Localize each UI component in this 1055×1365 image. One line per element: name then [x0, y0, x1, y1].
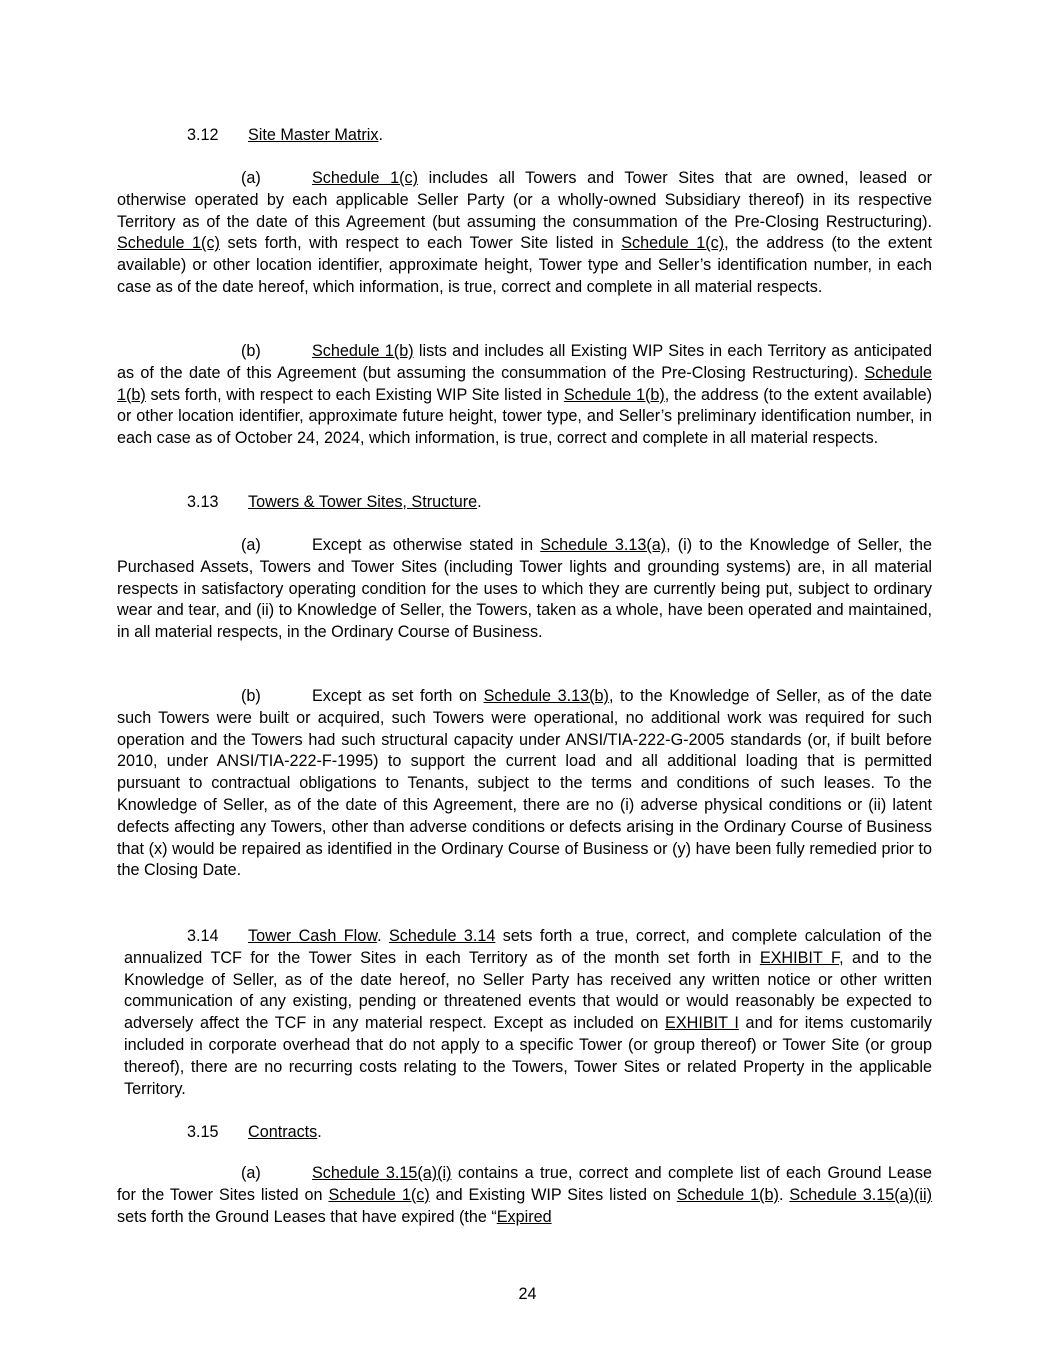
paragraph-3-13-b — [117, 686, 932, 882]
section-number: 3.12 — [187, 126, 219, 144]
paragraph-3-12-b — [117, 341, 932, 450]
paragraph-label: (b) — [241, 687, 261, 705]
section-3-13-heading: 3.13 Towers & Tower Sites, Structure. — [187, 492, 482, 514]
paragraph-text: , (i) to the Knowledge of Seller, the Purchased Assets, Towers and Tower Sites (including Tower lights and grounding systems) are, in all material respects in satisfactory operating condition for the uses to which they are currently being put, subject to ordinary wear and tear, and (ii) to Knowledge of Seller, the Towers, taken as a whole, have been operated and maintained, in all material respects, in the Ordinary Course of Business. — [117, 536, 932, 642]
paragraph-text: , and to the Knowledge of Seller, as of the date hereof, no Seller Party has received any written notice or other written communication of any existing, pending or threatened events that would or would reasonably be expected to adversely affect the TCF in any material respect. Except as included on — [124, 948, 932, 1033]
section-3-14-paragraph — [124, 926, 932, 1100]
schedule-reference: Schedule 1(c) — [328, 1185, 430, 1204]
paragraph-text: sets forth, with respect to each Tower Site listed in — [219, 234, 622, 253]
exhibit-reference: EXHIBIT F — [759, 948, 840, 967]
paragraph-text: and Existing WIP Sites listed on — [429, 1185, 677, 1204]
paragraph-text: . — [377, 927, 389, 945]
paragraph-label: (a) — [241, 169, 261, 187]
section-title: Contracts — [248, 1123, 318, 1141]
paragraph-3-13-a — [117, 535, 932, 644]
section-title: Towers & Tower Sites, Structure — [248, 493, 478, 511]
section-3-15-heading: 3.15 Contracts. — [187, 1122, 322, 1144]
schedule-reference: Schedule 3.14 — [388, 927, 496, 945]
schedule-reference: Schedule 1(b) — [563, 385, 665, 404]
schedule-reference: Schedule 1(b) — [117, 363, 932, 404]
paragraph-text: Except as otherwise stated in — [312, 536, 541, 554]
section-number: 3.14 — [187, 927, 219, 945]
section-number: 3.13 — [187, 493, 219, 511]
paragraph-text: Except as set forth on — [312, 687, 484, 705]
schedule-reference: Schedule 1(c) — [312, 169, 419, 187]
paragraph-label: (a) — [241, 536, 261, 554]
paragraph-text: sets forth the Ground Leases that have expired (the “ — [117, 1207, 497, 1226]
paragraph-label: (b) — [241, 342, 261, 360]
schedule-reference: Schedule 1(c) — [117, 234, 220, 253]
schedule-reference: Schedule 1(b) — [676, 1185, 779, 1204]
paragraph-text: , the address (to the extent available) or other location identifier, approximate future height, tower type, and Seller’s preliminary identification number, in each case as of October 24, 2024, which information, is true, correct and complete in all material respects. — [117, 385, 932, 448]
section-3-12-heading: 3.12 Site Master Matrix. — [187, 125, 383, 147]
paragraph-text: lists and includes all Existing WIP Sites in each Territory as anticipated as of the date of this Agreement (but assuming the consummation of the Pre-Closing Restructuring). — [117, 342, 932, 382]
schedule-reference: Schedule 1(c) — [621, 234, 725, 253]
paragraph-text: includes all Towers and Tower Sites that are owned, leased or otherwise operated by each applicable Seller Party (or a wholly-owned Subsidiary thereof) in its respective Territory as of the date of this Agreement (but assuming the consummation of the Pre-Closing Restructuring). — [117, 169, 932, 231]
paragraph-label: (a) — [241, 1164, 261, 1182]
paragraph-3-15-a — [117, 1163, 932, 1228]
paragraph-text: sets forth, with respect to each Existing WIP Site listed in — [145, 385, 564, 404]
section-title: Site Master Matrix — [248, 126, 379, 144]
schedule-reference: Schedule 3.15(a)(i) — [312, 1164, 452, 1182]
schedule-reference: Schedule 3.13(a) — [540, 536, 667, 554]
paragraph-text: sets forth a true, correct, and complete calculation of the annualized TCF for the Tower Sites in each Territory as of the month set forth in — [124, 927, 932, 967]
paragraph-text: , to the Knowledge of Seller, as of the date such Towers were built or acquired, such Towers were operational, no additional work was required for such operation and the Towers had such structural capacity under ANSI/TIA-222-G-2005 standards (or, if built before 2010, under ANSI/TIA-222-F-1995) to support the current load and all additional loading that is permitted pursuant to contractual obligations to Tenants, subject to the terms and conditions of such leases. To the Knowledge of Seller, as of the date of this Agreement, there are no (i) adverse physical conditions or (ii) latent defects affecting any Towers, other than adverse conditions or defects arising in the Ordinary Course of Business that (x) would be repaired as identified in the Ordinary Course of Business or (y) have been fully remedied prior to the Closing Date. — [117, 687, 933, 880]
defined-term: Expired — [496, 1207, 552, 1226]
paragraph-text: and for items customarily included in corporate overhead that do not apply to a specific Tower (or group thereof) or Tower Site (or group thereof), there are no recurring costs relating to the Towers, Tower Sites or related Property in the applicable Territory. — [124, 1014, 932, 1098]
section-number: 3.15 — [187, 1123, 219, 1141]
section-title: Tower Cash Flow — [248, 927, 378, 945]
paragraph-text: . — [778, 1185, 790, 1204]
page-number: 24 — [518, 1285, 537, 1303]
paragraph-text: contains a true, correct and complete list of each Ground Lease for the Tower Sites listed on — [117, 1164, 932, 1204]
schedule-reference: Schedule 1(b) — [312, 342, 414, 360]
schedule-reference: Schedule 3.15(a)(ii) — [789, 1185, 933, 1204]
paragraph-text: , the address (to the extent available) or other location identifier, approximate height, Tower type and Seller’s identification number, in each case as of the date hereof, which information, is true, correct and complete in all material respects. — [117, 234, 932, 296]
schedule-reference: Schedule 3.13(b) — [483, 687, 609, 705]
exhibit-reference: EXHIBIT I — [665, 1014, 739, 1033]
paragraph-3-12-a — [117, 168, 932, 299]
